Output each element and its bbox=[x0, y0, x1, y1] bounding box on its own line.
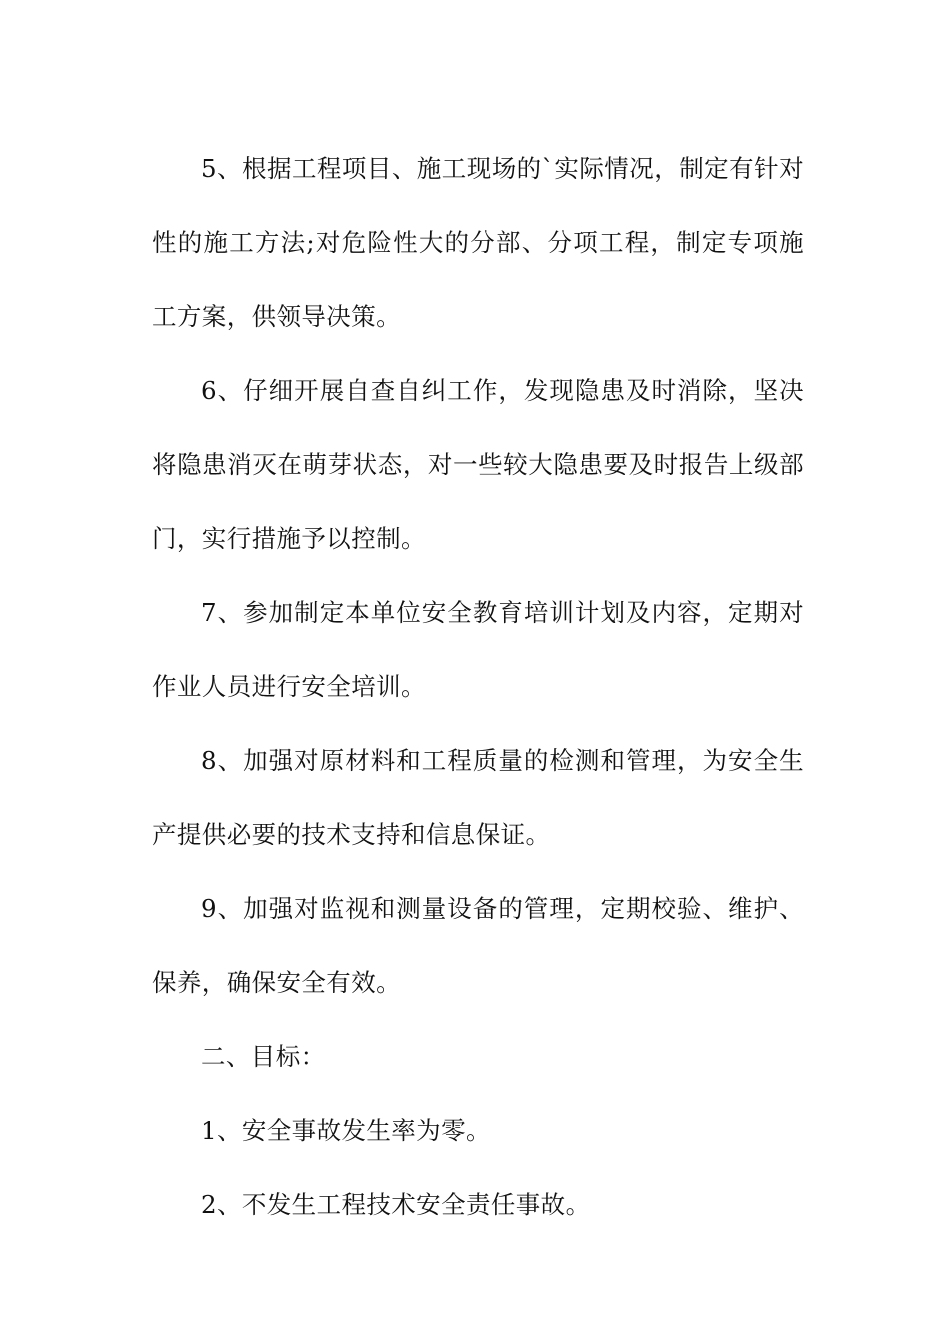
document-body bbox=[152, 132, 804, 1242]
section-heading-goals: 二、目标： bbox=[201, 1042, 326, 1071]
paragraph-item-5: 5、根据工程项目、施工现场的`实际情况，制定有针对性的施工方法;对危险性大的分部、分项工程，制定专项施工方案，供领导决策。 bbox=[152, 154, 804, 331]
goal-item-2: 2、不发生工程技术安全责任事故。 bbox=[201, 1190, 591, 1219]
paragraph-item-8: 8、加强对原材料和工程质量的检测和管理，为安全生产提供必要的技术支持和信息保证。 bbox=[152, 746, 804, 849]
paragraph-item-6: 6、仔细开展自查自纠工作，发现隐患及时消除，坚决将隐患消灭在萌芽状态，对一些较大隐患要及时报告上级部门，实行措施予以控制。 bbox=[152, 376, 804, 553]
goal-item-1: 1、安全事故发生率为零。 bbox=[201, 1116, 491, 1145]
paragraph-item-9: 9、加强对监视和测量设备的管理，定期校验、维护、保养，确保安全有效。 bbox=[152, 894, 804, 997]
paragraph-item-7: 7、参加制定本单位安全教育培训计划及内容，定期对作业人员进行安全培训。 bbox=[152, 598, 804, 701]
